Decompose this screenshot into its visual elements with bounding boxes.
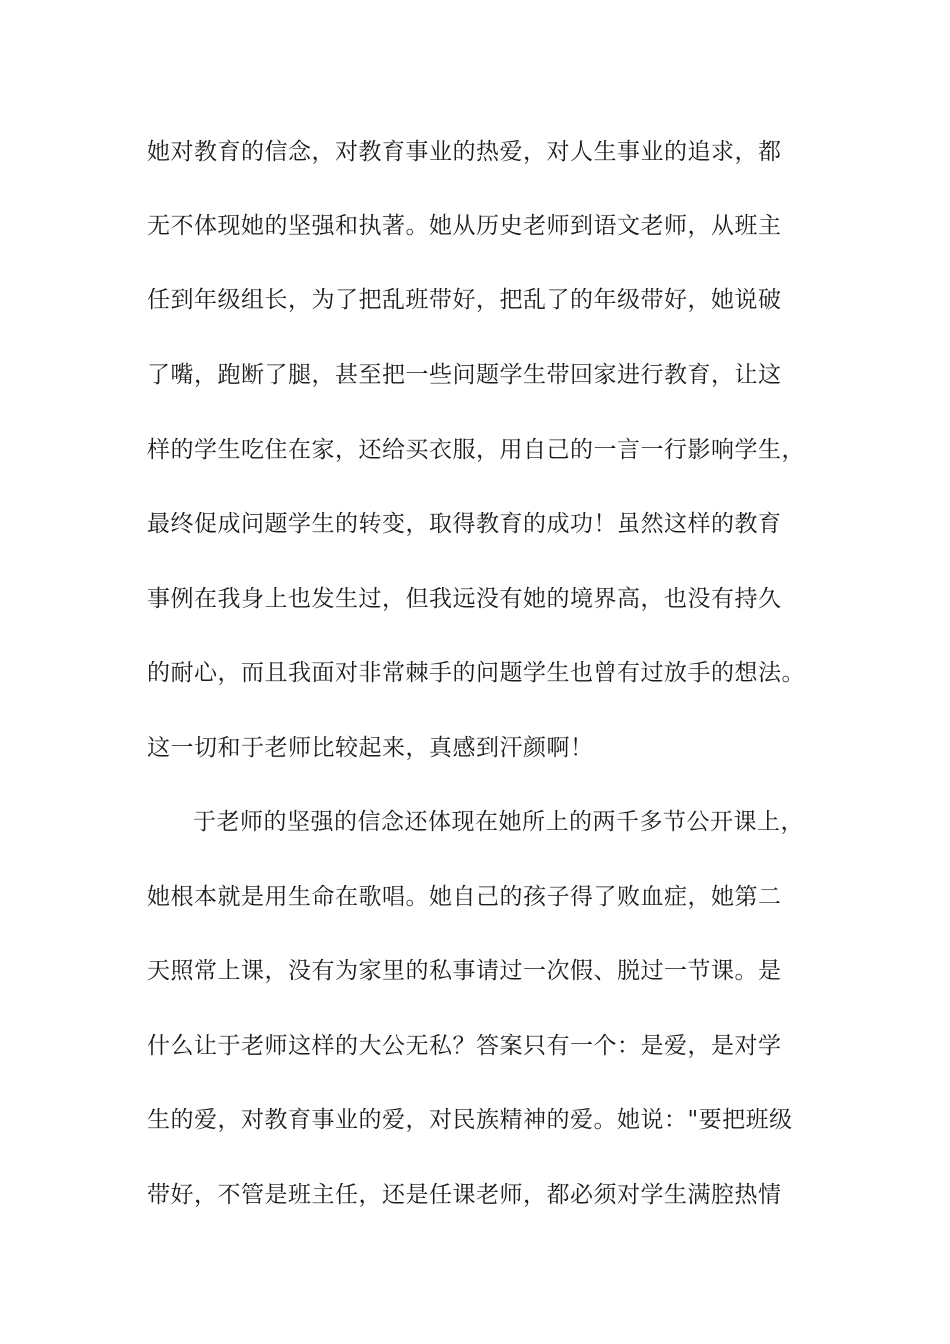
text-line: 生的爱，对教育事业的爱，对民族精神的爱。她说："要把班级	[147, 1107, 793, 1133]
text-line: 了嘴，跑断了腿，甚至把一些问题学生带回家进行教育，让这	[147, 362, 782, 388]
text-line: 样的学生吃住在家，还给买衣服，用自己的一言一行影响学生，	[147, 437, 805, 463]
text-line: 无不体现她的坚强和执著。她从历史老师到语文老师，从班主	[147, 213, 782, 239]
text-line: 天照常上课，没有为家里的私事请过一次假、脱过一节课。是	[147, 958, 782, 984]
text-line: 最终促成问题学生的转变，取得教育的成功！虽然这样的教育	[147, 511, 782, 537]
paragraph-first-line: 于老师的坚强的信念还体现在她所上的两千多节公开课上，	[193, 809, 804, 835]
text-line: 任到年级组长，为了把乱班带好，把乱了的年级带好，她说破	[147, 287, 782, 313]
text-line: 带好，不管是班主任，还是任课老师，都必须对学生满腔热情	[147, 1182, 782, 1208]
text-line: 这一切和于老师比较起来，真感到汗颜啊！	[147, 735, 594, 761]
text-line: 她对教育的信念，对教育事业的热爱，对人生事业的追求，都	[147, 139, 782, 165]
text-line: 她根本就是用生命在歌唱。她自己的孩子得了败血症，她第二	[147, 884, 782, 910]
text-line: 事例在我身上也发生过，但我远没有她的境界高，也没有持久	[147, 586, 782, 612]
text-line: 什么让于老师这样的大公无私？答案只有一个：是爱，是对学	[147, 1033, 782, 1059]
text-line: 的耐心，而且我面对非常棘手的问题学生也曾有过放手的想法。	[147, 660, 805, 686]
